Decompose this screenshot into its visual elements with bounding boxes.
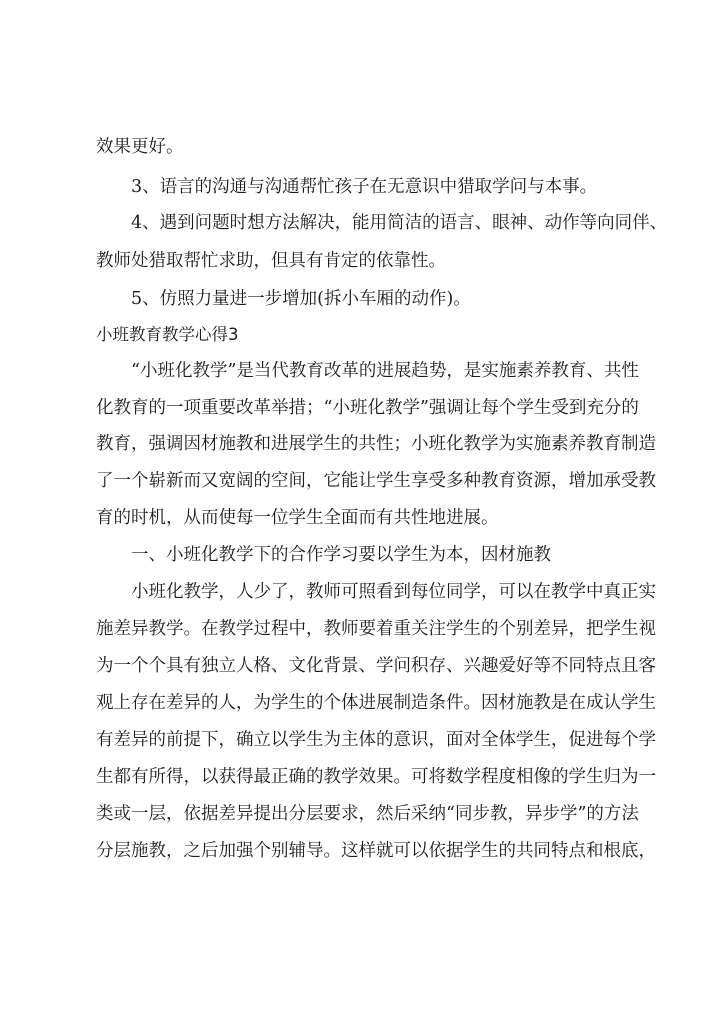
paragraph-line: 施差异教学。在教学过程中，教师要着重关注学生的个别差异，把学生视 xyxy=(96,619,656,639)
paragraph-line: 4、遇到问题时想方法解决，能用简洁的语言、眼神、动作等向同伴、 xyxy=(131,213,668,233)
paragraph-line: 教师处猎取帮忙求助，但具有肯定的依靠性。 xyxy=(96,251,446,271)
paragraph-line: 3、语言的沟通与沟通帮忙孩子在无意识中猎取学问与本事。 xyxy=(131,177,598,197)
paragraph-line: 类或一层，依据差异提出分层要求，然后采纳“同步教，异步学”的方法 xyxy=(96,804,639,824)
paragraph-line: 有差异的前提下，确立以学生为主体的意识，面对全体学生，促进每个学 xyxy=(96,730,656,750)
section-title: 小班教育教学心得3 xyxy=(96,325,239,344)
subheading: 一、小班化教学下的合作学习要以学生为本，因材施教 xyxy=(131,545,551,565)
paragraph-line: 效果更好。 xyxy=(96,137,184,157)
paragraph-line: 化教育的一项重要改革举措；“小班化教学”强调让每个学生受到充分的 xyxy=(96,398,639,418)
paragraph-line: 教育，强调因材施教和进展学生的共性；小班化教学为实施素养教育制造 xyxy=(96,434,656,454)
paragraph-line: 5、仿照力量进一步增加(拆小车厢的动作)。 xyxy=(131,289,471,309)
paragraph-line: 生都有所得，以获得最正确的教学效果。可将数学程度相像的学生归为一 xyxy=(96,767,656,787)
paragraph-line: 为一个个具有独立人格、文化背景、学问积存、兴趣爱好等不同特点且客 xyxy=(96,656,656,676)
paragraph-line: 观上存在差异的人，为学生的个体进展制造条件。因材施教是在成认学生 xyxy=(96,693,656,713)
paragraph-line: 育的时机，从而使每一位学生全面而有共性地进展。 xyxy=(96,508,499,528)
paragraph-line: 小班化教学，人少了，教师可照看到每位同学，可以在教学中真正实 xyxy=(131,582,656,602)
paragraph-line: 了一个崭新而又宽阔的空间，它能让学生享受多种教育资源，增加承受教 xyxy=(96,471,656,491)
paragraph-line: “小班化教学”是当代教育改革的进展趋势，是实施素养教育、共性 xyxy=(131,361,639,381)
paragraph-line: 分层施教，之后加强个别辅导。这样就可以依据学生的共同特点和根底， xyxy=(96,841,656,861)
